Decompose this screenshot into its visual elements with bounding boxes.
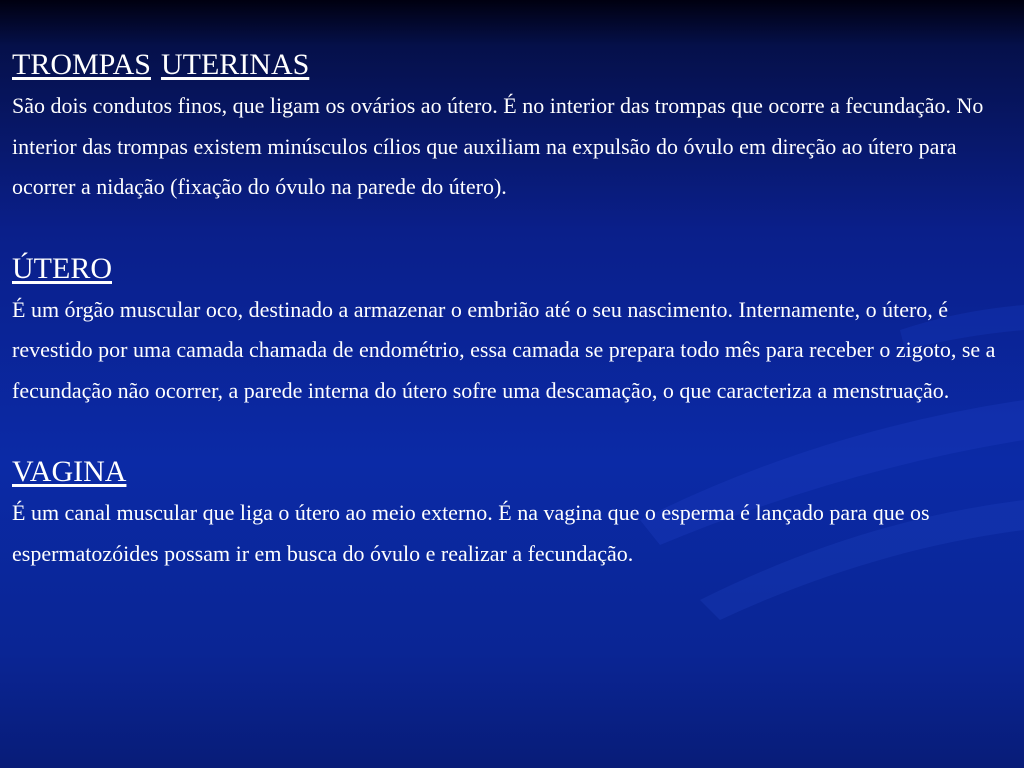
section-title-utero: ÚTERO <box>12 251 112 285</box>
section-spacer <box>12 208 1002 248</box>
section-spacer <box>12 411 1002 451</box>
title-word-uterinas: UTERINAS <box>160 48 310 81</box>
paragraph-vagina: É um canal muscular que liga o útero ao meio externo. É na vagina que o esperma é lançado para que os espermatozóides possam ir em busca do óvulo e realizar a fecundação. <box>12 500 930 566</box>
section-title-vagina: VAGINA <box>12 455 127 488</box>
title-word-trompas: TROMPAS <box>12 48 151 81</box>
section-title-trompas-uterinas <box>12 44 1002 86</box>
paragraph-utero: É um órgão muscular oco, destinado a armazenar o embrião até o seu nascimento. Internamente, o útero, é revestido por uma camada chamada de endométrio, essa camada se prepara todo mês para receber o zigoto, se a fecundação não ocorrer, a parede interna do útero sofre uma descamação, o que caracteriza a menstruação. <box>12 296 996 403</box>
paragraph-trompas-uterinas: São dois condutos finos, que ligam os ovários ao útero. É no interior das trompas que ocorre a fecundação. No interior das trompas existem minúsculos cílios que auxiliam na expulsão do óvulo em direção ao útero para ocorrer a nidação (fixação do óvulo na parede do útero). <box>12 93 984 199</box>
slide-content <box>12 44 1002 574</box>
